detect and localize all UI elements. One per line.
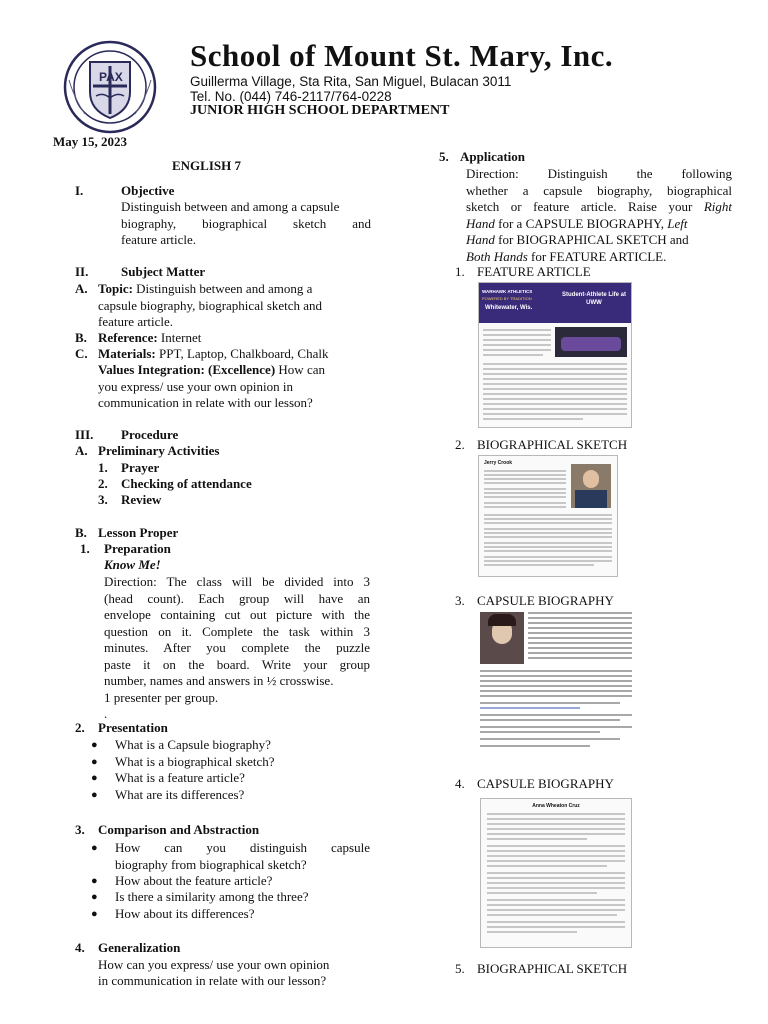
list-number: 1. — [80, 541, 90, 556]
left-word: Left — [667, 215, 688, 231]
bullet-icon: ● — [91, 875, 98, 887]
prep-line: Direction: The class will be divided into 3 — [104, 574, 370, 589]
comparison-question: How about the feature article? — [115, 873, 273, 888]
item-label: CAPSULE BIOGRAPHY — [477, 776, 614, 791]
topic-text-2: capsule biography, biographical sketch and — [98, 297, 323, 313]
prep-line: 1 presenter per group. — [104, 689, 219, 705]
lesson-date: May 15, 2023 — [53, 134, 128, 149]
prep-line: paste it on the board. Write your group — [104, 656, 370, 672]
presentation-question: What is a feature article? — [115, 770, 245, 785]
lesson-proper: Lesson Proper — [98, 525, 179, 540]
bullet-icon: ● — [91, 789, 98, 801]
item-number: 5. — [455, 961, 465, 976]
right-word: Right — [703, 199, 732, 214]
presentation-question: What are its differences? — [115, 787, 245, 802]
capsule-title: Anna Wheaton Cruz — [532, 803, 580, 809]
prep-line: (head count). Each group will have an — [104, 590, 370, 606]
bio-name: Jerry Crook — [484, 460, 513, 466]
generalization-line: How can you express/ use your own opinion — [98, 957, 330, 972]
preparation-direction — [104, 574, 370, 723]
topic-block — [98, 281, 370, 331]
generalization-line: in communication in relate with our lesson? — [98, 973, 327, 988]
values-label: Values Integration: (Excellence) — [98, 362, 276, 377]
both-hands-word: Both Hands — [466, 248, 528, 264]
bullet-icon: ● — [91, 772, 98, 784]
objective-text — [121, 199, 371, 249]
feature-article-image — [478, 282, 632, 428]
biographical-sketch-image — [478, 455, 618, 577]
item-number: 1. — [455, 264, 465, 279]
hand-word: Hand — [466, 215, 495, 231]
prep-line: minutes. After you complete the puzzle — [104, 640, 370, 655]
bullet-icon: ● — [91, 739, 98, 751]
direction-line — [466, 216, 732, 233]
topic-label: Topic: — [98, 281, 133, 296]
item-number: 4. — [455, 776, 465, 791]
values-text-3: communication in relate with our lesson? — [98, 395, 313, 410]
objective-line-3: feature article. — [121, 232, 197, 247]
list-number: 1. — [98, 460, 108, 475]
list-number: 3. — [98, 492, 108, 507]
word: and — [352, 215, 371, 231]
procedure-heading: Procedure — [121, 427, 179, 442]
comparison-line: How can you distinguish capsule — [115, 840, 370, 855]
direction-text: for BIOGRAPHICAL SKETCH and — [498, 232, 689, 247]
objective-number: I. — [75, 183, 84, 198]
logo-pax-text: PAX — [99, 70, 123, 84]
comparison-question-1 — [115, 840, 370, 873]
subject-matter-heading: Subject Matter — [121, 264, 206, 279]
objective-line-2 — [121, 216, 371, 233]
direction-line — [466, 249, 732, 266]
item-number: 3. — [455, 593, 465, 608]
prelim-item-review: Review — [121, 492, 162, 507]
direction-text: for FEATURE ARTICLE. — [531, 248, 667, 264]
department-name: JUNIOR HIGH SCHOOL DEPARTMENT — [190, 103, 450, 118]
reference-row — [98, 330, 201, 347]
preliminary-activities: Preliminary Activities — [98, 443, 220, 458]
direction-line — [466, 199, 732, 216]
prelim-item-prayer: Prayer — [121, 460, 160, 475]
objective-line-1: Distinguish between and among a capsule — [121, 199, 340, 214]
item-label: CAPSULE BIOGRAPHY — [477, 593, 614, 608]
direction-text: for a CAPSULE BIOGRAPHY, — [498, 215, 665, 231]
bullet-icon: ● — [91, 756, 98, 768]
school-name: School of Mount St. Mary, Inc. — [190, 38, 614, 73]
comparison-question: Is there a similarity among the three? — [115, 889, 309, 904]
hand-word: Hand — [466, 232, 495, 247]
portrait-photo — [571, 464, 611, 508]
comparison-question: How about its differences? — [115, 906, 255, 921]
list-number: 2. — [75, 720, 85, 735]
letter-b: B. — [75, 330, 87, 345]
comparison-line: biography from biographical sketch? — [115, 856, 307, 872]
banner-title: Student-Athlete Life at UWW — [562, 292, 626, 306]
materials-value: PPT, Laptop, Chalkboard, Chalk — [159, 346, 329, 361]
application-direction — [466, 166, 732, 265]
values-text: How can — [278, 362, 325, 377]
photo-detail — [561, 337, 621, 351]
materials-label: Materials: — [98, 346, 156, 361]
prep-line: question on it. Complete the task within 3 — [104, 623, 370, 639]
presentation-heading: Presentation — [98, 720, 168, 735]
prep-line: . — [104, 706, 108, 721]
know-me-title: Know Me! — [104, 557, 161, 572]
prep-line: envelope containing cut out picture with the — [104, 607, 370, 622]
school-telephone: Tel. No. (044) 746-2117/764-0228 — [190, 89, 392, 104]
reference-label: Reference: — [98, 330, 158, 345]
prelim-item-attendance: Checking of attendance — [121, 476, 252, 491]
objective-heading: Objective — [121, 183, 175, 198]
direction-text: sketch or feature article. Raise your — [466, 199, 693, 214]
reference-value: Internet — [160, 330, 202, 345]
list-number: 4. — [75, 940, 85, 955]
comparison-heading: Comparison and Abstraction — [98, 822, 260, 837]
list-number: 2. — [98, 476, 108, 491]
bullet-icon: ● — [91, 908, 98, 920]
direction-line — [466, 232, 732, 249]
banner-left-text: WARHAWK ATHLETICS — [482, 289, 533, 294]
crowd-photo — [555, 327, 627, 357]
presentation-question: What is a biographical sketch? — [115, 754, 275, 769]
subject-title: ENGLISH 7 — [172, 158, 241, 173]
preparation-heading: Preparation — [104, 541, 171, 556]
item-label: FEATURE ARTICLE — [477, 264, 591, 279]
prep-line: number, names and answers in ½ crosswise. — [104, 673, 334, 688]
procedure-number: III. — [75, 427, 94, 442]
topic-text-3: feature article. — [98, 314, 174, 329]
portrait-photo — [480, 612, 524, 664]
letter-a: A. — [75, 443, 88, 458]
materials-row — [98, 346, 328, 363]
letter-b: B. — [75, 525, 87, 540]
presentation-question: What is a Capsule biography? — [115, 737, 271, 752]
application-heading: Application — [460, 149, 526, 164]
values-text-2: you express/ use your own opinion in — [98, 378, 293, 394]
banner-sub-text: POWERED BY TRADITION — [482, 296, 532, 301]
capsule-biography-image-2 — [480, 798, 632, 948]
item-number: 2. — [455, 437, 465, 452]
banner-place: Whitewater, Wis. — [485, 305, 533, 311]
generalization-heading: Generalization — [98, 940, 181, 955]
application-number: 5. — [439, 149, 449, 164]
subject-matter-number: II. — [75, 264, 89, 279]
school-seal-logo — [63, 40, 157, 134]
item-label: BIOGRAPHICAL SKETCH — [477, 437, 628, 452]
direction-line: whether a capsule biography, biographical — [466, 182, 732, 198]
word: biographical — [202, 215, 268, 231]
school-address: Guillerma Village, Sta Rita, San Miguel, Bulacan 3011 — [190, 74, 512, 89]
item-label: BIOGRAPHICAL SKETCH — [477, 961, 628, 976]
word: biography, — [121, 215, 177, 231]
list-number: 3. — [75, 822, 85, 837]
bullet-icon: ● — [91, 891, 98, 903]
bullet-icon: ● — [91, 842, 98, 854]
capsule-biography-image — [478, 610, 636, 762]
letter-c: C. — [75, 346, 88, 361]
letter-a: A. — [75, 281, 88, 296]
direction-line: Direction: Distinguish the following — [466, 166, 732, 181]
topic-text: Distinguish between and among a — [136, 281, 313, 296]
word: sketch — [293, 215, 327, 231]
values-integration — [98, 362, 370, 412]
